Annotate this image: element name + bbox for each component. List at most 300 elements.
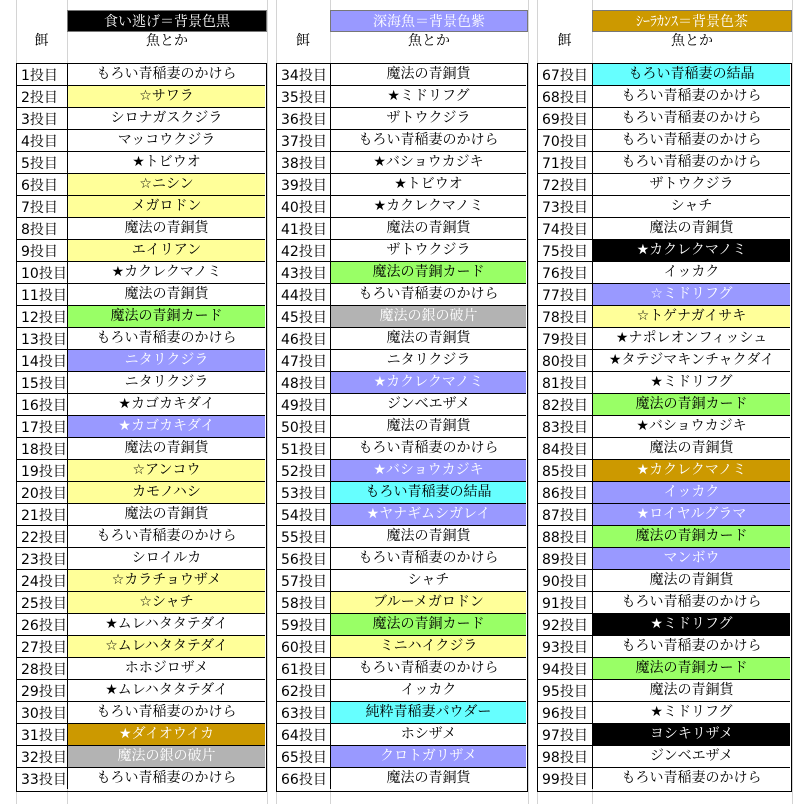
cast-number-cell: 15投目 xyxy=(21,376,67,392)
table-row xyxy=(277,592,526,614)
cast-number-cell: 48投目 xyxy=(281,376,327,392)
catch-cell: シロイルカ xyxy=(67,548,265,569)
table-row xyxy=(538,658,790,680)
table-row xyxy=(277,372,526,394)
cast-number-cell: 73投目 xyxy=(542,200,588,216)
cast-number-cell: 88投目 xyxy=(542,530,588,546)
cast-number-cell: 81投目 xyxy=(542,376,588,392)
table-row xyxy=(17,86,265,108)
table-row xyxy=(277,240,526,262)
cast-number-cell: 92投目 xyxy=(542,618,588,634)
table-row xyxy=(17,482,265,504)
table-row xyxy=(277,460,526,482)
cast-number-cell: 45投目 xyxy=(281,310,327,326)
header-bait: 餌 xyxy=(557,33,572,49)
cast-number-cell: 12投目 xyxy=(21,310,67,326)
catch-cell: ニタリクジラ xyxy=(330,350,526,371)
catch-cell: ブルーメガロドン xyxy=(330,592,526,613)
cast-number-cell: 29投目 xyxy=(21,684,67,700)
catch-cell: ☆ニシン xyxy=(67,174,265,195)
cast-number-cell: 36投目 xyxy=(281,112,327,128)
catch-cell: ★バショウカジキ xyxy=(330,460,526,481)
table-row xyxy=(538,460,790,482)
cast-number-cell: 77投目 xyxy=(542,288,588,304)
catch-cell: ★カクレクマノミ xyxy=(330,372,526,393)
table-row xyxy=(277,438,526,460)
table-row xyxy=(17,680,265,702)
cast-number-cell: 44投目 xyxy=(281,288,327,304)
table-row xyxy=(538,152,790,174)
catch-cell: もろい青稲妻のかけら xyxy=(592,152,790,173)
header-fish: 魚とか xyxy=(408,33,450,49)
cast-number-cell: 79投目 xyxy=(542,332,588,348)
catch-cell: ザトウクジラ xyxy=(592,174,790,195)
catch-cell: 魔法の青銅カード xyxy=(592,394,790,415)
cast-number-cell: 62投目 xyxy=(281,684,327,700)
cast-number-cell: 25投目 xyxy=(21,596,67,612)
cast-number-cell: 66投目 xyxy=(281,772,327,788)
cast-number-cell: 78投目 xyxy=(542,310,588,326)
grid-line xyxy=(792,0,793,804)
catch-cell: ☆カラチョウザメ xyxy=(67,570,265,591)
catch-cell: 魔法の青銅貨 xyxy=(330,218,526,239)
table-row xyxy=(277,64,526,86)
catch-cell: 純粋青稲妻パウダー xyxy=(330,702,526,723)
cast-number-cell: 64投目 xyxy=(281,728,327,744)
catch-cell: もろい青稲妻のかけら xyxy=(330,130,526,151)
cast-number-cell: 4投目 xyxy=(21,134,58,150)
cast-number-cell: 7投目 xyxy=(21,200,58,216)
catch-cell: ★カクレクマノミ xyxy=(330,196,526,217)
cast-number-cell: 46投目 xyxy=(281,332,327,348)
catch-cell: ザトウクジラ xyxy=(330,108,526,129)
table-row xyxy=(277,86,526,108)
catch-cell: ホホジロザメ xyxy=(67,658,265,679)
table-row xyxy=(538,416,790,438)
table-row xyxy=(277,548,526,570)
table-row xyxy=(277,724,526,746)
table-row xyxy=(277,262,526,284)
table-row xyxy=(277,108,526,130)
table-row xyxy=(17,570,265,592)
catch-cell: もろい青稲妻のかけら xyxy=(330,438,526,459)
cast-number-cell: 20投目 xyxy=(21,486,67,502)
table-row xyxy=(17,548,265,570)
table-row xyxy=(17,438,265,460)
table-row xyxy=(538,394,790,416)
catch-cell: ★ムレハタタテダイ xyxy=(67,680,265,701)
cast-number-cell: 96投目 xyxy=(542,706,588,722)
catch-cell: 魔法の青銅貨 xyxy=(330,64,526,85)
catch-cell: 魔法の銀の破片 xyxy=(67,746,265,767)
catch-cell: ★ナポレオンフィッシュ xyxy=(592,328,790,349)
table-row xyxy=(277,306,526,328)
catch-cell: クロトガリザメ xyxy=(330,746,526,767)
cast-number-cell: 5投目 xyxy=(21,156,58,172)
catch-cell: ヨシキリザメ xyxy=(592,724,790,745)
table-row xyxy=(17,504,265,526)
catch-cell: もろい青稲妻のかけら xyxy=(67,64,265,85)
cast-number-cell: 85投目 xyxy=(542,464,588,480)
table-row xyxy=(17,592,265,614)
table-row xyxy=(538,64,790,86)
catch-cell: ☆ムレハタタテダイ xyxy=(67,636,265,657)
catch-cell: ★ロイヤルグラマ xyxy=(592,504,790,525)
catch-cell: 魔法の青銅貨 xyxy=(67,438,265,459)
catch-cell: ★タテジマキンチャクダイ xyxy=(592,350,790,371)
cast-number-cell: 58投目 xyxy=(281,596,327,612)
cast-number-cell: 71投目 xyxy=(542,156,588,172)
cast-number-cell: 87投目 xyxy=(542,508,588,524)
catch-cell: 魔法の青銅カード xyxy=(67,306,265,327)
cast-number-cell: 74投目 xyxy=(542,222,588,238)
cast-number-cell: 98投目 xyxy=(542,750,588,766)
table-row xyxy=(538,108,790,130)
cast-number-cell: 31投目 xyxy=(21,728,67,744)
table-row xyxy=(17,108,265,130)
cast-number-cell: 6投目 xyxy=(21,178,58,194)
cast-number-cell: 55投目 xyxy=(281,530,327,546)
cast-number-cell: 19投目 xyxy=(21,464,67,480)
cast-number-cell: 72投目 xyxy=(542,178,588,194)
table-row xyxy=(17,768,265,790)
table-row xyxy=(277,416,526,438)
catch-cell: ★トビウオ xyxy=(330,174,526,195)
catch-cell: ミニハイクジラ xyxy=(330,636,526,657)
legend-coelacanth: ｼｰﾗｶﾝｽ＝背景色茶 xyxy=(592,10,792,32)
table-row xyxy=(538,196,790,218)
table-row xyxy=(17,394,265,416)
catch-cell: ジンベエザメ xyxy=(330,394,526,415)
catch-cell: ☆ミドリフグ xyxy=(592,284,790,305)
table-row xyxy=(17,372,265,394)
cast-number-cell: 90投目 xyxy=(542,574,588,590)
catch-cell: ザトウクジラ xyxy=(330,240,526,261)
catch-cell: イッカク xyxy=(330,680,526,701)
table-row xyxy=(17,416,265,438)
catch-cell: ホシザメ xyxy=(330,724,526,745)
catch-cell: シャチ xyxy=(330,570,526,591)
cast-number-cell: 2投目 xyxy=(21,90,58,106)
catch-cell: もろい青稲妻のかけら xyxy=(330,548,526,569)
cast-number-cell: 70投目 xyxy=(542,134,588,150)
table-row xyxy=(277,218,526,240)
cast-number-cell: 60投目 xyxy=(281,640,327,656)
cast-number-cell: 50投目 xyxy=(281,420,327,436)
cast-number-cell: 67投目 xyxy=(542,68,588,84)
catch-cell: 魔法の青銅カード xyxy=(592,526,790,547)
header-bait: 餌 xyxy=(34,33,49,49)
cast-number-cell: 76投目 xyxy=(542,266,588,282)
cast-number-cell: 39投目 xyxy=(281,178,327,194)
table-row xyxy=(17,658,265,680)
cast-number-cell: 8投目 xyxy=(21,222,58,238)
table-row xyxy=(17,240,265,262)
cast-number-cell: 9投目 xyxy=(21,244,58,260)
cast-number-cell: 30投目 xyxy=(21,706,67,722)
cast-number-cell: 43投目 xyxy=(281,266,327,282)
cast-number-cell: 18投目 xyxy=(21,442,67,458)
cast-number-cell: 34投目 xyxy=(281,68,327,84)
catch-cell: ☆トゲナガイサキ xyxy=(592,306,790,327)
table-row xyxy=(277,658,526,680)
catch-cell: もろい青稲妻のかけら xyxy=(592,108,790,129)
cast-number-cell: 65投目 xyxy=(281,750,327,766)
catch-cell: ★カクレクマノミ xyxy=(67,262,265,283)
cast-number-cell: 49投目 xyxy=(281,398,327,414)
table-row xyxy=(277,746,526,768)
catch-cell: ニタリクジラ xyxy=(67,350,265,371)
cast-number-cell: 42投目 xyxy=(281,244,327,260)
cast-number-cell: 95投目 xyxy=(542,684,588,700)
catch-cell: 魔法の青銅カード xyxy=(592,658,790,679)
table-row xyxy=(538,724,790,746)
cast-number-cell: 99投目 xyxy=(542,772,588,788)
catch-cell: もろい青稲妻のかけら xyxy=(67,328,265,349)
table-row xyxy=(277,174,526,196)
cast-number-cell: 11投目 xyxy=(21,288,67,304)
table-row xyxy=(17,460,265,482)
cast-number-cell: 80投目 xyxy=(542,354,588,370)
catch-cell: マンボウ xyxy=(592,548,790,569)
table-row xyxy=(538,482,790,504)
catch-cell: ★ダイオウイカ xyxy=(67,724,265,745)
catch-cell: ★カゴカキダイ xyxy=(67,416,265,437)
table-row xyxy=(17,218,265,240)
catch-cell: ☆シャチ xyxy=(67,592,265,613)
cast-number-cell: 82投目 xyxy=(542,398,588,414)
catch-cell: もろい青稲妻の結晶 xyxy=(330,482,526,503)
catch-cell: 魔法の青銅貨 xyxy=(330,768,526,789)
table-row xyxy=(538,130,790,152)
cast-number-cell: 3投目 xyxy=(21,112,58,128)
table-row xyxy=(277,680,526,702)
cast-number-cell: 27投目 xyxy=(21,640,67,656)
cast-number-cell: 86投目 xyxy=(542,486,588,502)
table-row xyxy=(277,504,526,526)
table-row xyxy=(277,196,526,218)
catch-cell: エイリアン xyxy=(67,240,265,261)
table-row xyxy=(17,526,265,548)
header-bait: 餌 xyxy=(296,33,310,49)
cast-number-cell: 56投目 xyxy=(281,552,327,568)
catch-cell: 魔法の青銅貨 xyxy=(592,680,790,701)
table-row xyxy=(277,152,526,174)
cast-number-cell: 47投目 xyxy=(281,354,327,370)
catch-cell: マッコウクジラ xyxy=(67,130,265,151)
catch-cell: ☆アンコウ xyxy=(67,460,265,481)
table-row xyxy=(17,262,265,284)
grid-line xyxy=(528,0,529,804)
table-row xyxy=(538,548,790,570)
table-row xyxy=(17,174,265,196)
catch-cell: 魔法の青銅貨 xyxy=(592,570,790,591)
catch-cell: もろい青稲妻のかけら xyxy=(67,768,265,789)
table-row xyxy=(538,262,790,284)
catch-cell: ★ヤナギムシガレイ xyxy=(330,504,526,525)
table-row xyxy=(17,64,265,86)
cast-number-cell: 57投目 xyxy=(281,574,327,590)
catch-cell: もろい青稲妻のかけら xyxy=(330,658,526,679)
table-row xyxy=(277,526,526,548)
catch-cell: もろい青稲妻のかけら xyxy=(67,702,265,723)
catch-cell: 魔法の青銅カード xyxy=(330,614,526,635)
table-row xyxy=(277,328,526,350)
cast-number-cell: 97投目 xyxy=(542,728,588,744)
table-row xyxy=(538,768,790,790)
legend-eat-and-run: 食い逃げ＝背景色黒 xyxy=(67,10,267,32)
cast-number-cell: 28投目 xyxy=(21,662,67,678)
catch-cell: シロナガスクジラ xyxy=(67,108,265,129)
cast-number-cell: 51投目 xyxy=(281,442,327,458)
catch-cell: 魔法の青銅貨 xyxy=(330,416,526,437)
cast-number-cell: 1投目 xyxy=(21,68,58,84)
catch-cell: もろい青稲妻のかけら xyxy=(67,526,265,547)
cast-number-cell: 68投目 xyxy=(542,90,588,106)
catch-cell: 魔法の青銅貨 xyxy=(592,218,790,239)
table-row xyxy=(538,328,790,350)
cast-number-cell: 38投目 xyxy=(281,156,327,172)
cast-number-cell: 41投目 xyxy=(281,222,327,238)
catch-cell: ★カゴカキダイ xyxy=(67,394,265,415)
catch-cell: ★ミドリフグ xyxy=(330,86,526,107)
catch-cell: 魔法の青銅貨 xyxy=(330,526,526,547)
cast-number-cell: 54投目 xyxy=(281,508,327,524)
catch-cell: ★トビウオ xyxy=(67,152,265,173)
catch-cell: 魔法の青銅貨 xyxy=(67,284,265,305)
table-row xyxy=(17,152,265,174)
catch-cell: イッカク xyxy=(592,482,790,503)
table-row xyxy=(17,746,265,768)
table-row xyxy=(538,350,790,372)
table-row xyxy=(538,218,790,240)
table-row xyxy=(277,636,526,658)
table-row xyxy=(538,372,790,394)
catch-cell: ★バショウカジキ xyxy=(330,152,526,173)
table-row xyxy=(538,746,790,768)
table-row xyxy=(277,284,526,306)
cast-number-cell: 52投目 xyxy=(281,464,327,480)
catch-cell: イッカク xyxy=(592,262,790,283)
catch-cell: ★ムレハタタテダイ xyxy=(67,614,265,635)
cast-number-cell: 94投目 xyxy=(542,662,588,678)
catch-cell: もろい青稲妻のかけら xyxy=(592,130,790,151)
cast-number-cell: 26投目 xyxy=(21,618,67,634)
table-row xyxy=(277,482,526,504)
cast-number-cell: 53投目 xyxy=(281,486,327,502)
catch-cell: ★カクレクマノミ xyxy=(592,460,790,481)
cast-number-cell: 93投目 xyxy=(542,640,588,656)
cast-table-2 xyxy=(276,63,528,792)
cast-number-cell: 10投目 xyxy=(21,266,67,282)
table-row xyxy=(538,614,790,636)
catch-cell: ★ミドリフグ xyxy=(592,372,790,393)
cast-table-1 xyxy=(16,63,267,792)
table-row xyxy=(538,504,790,526)
header-fish: 魚とか xyxy=(671,33,713,49)
cast-number-cell: 91投目 xyxy=(542,596,588,612)
cast-number-cell: 17投目 xyxy=(21,420,67,436)
table-row xyxy=(538,570,790,592)
table-row xyxy=(17,130,265,152)
table-row xyxy=(538,306,790,328)
cast-number-cell: 14投目 xyxy=(21,354,67,370)
table-row xyxy=(538,284,790,306)
table-row xyxy=(277,614,526,636)
catch-cell: 魔法の青銅カード xyxy=(330,262,526,283)
cast-table-3 xyxy=(537,63,792,792)
cast-number-cell: 13投目 xyxy=(21,332,67,348)
table-row xyxy=(277,702,526,724)
cast-number-cell: 84投目 xyxy=(542,442,588,458)
catch-cell: もろい青稲妻のかけら xyxy=(592,768,790,789)
catch-cell: ☆サワラ xyxy=(67,86,265,107)
catch-cell: もろい青稲妻のかけら xyxy=(330,284,526,305)
catch-cell: カモノハシ xyxy=(67,482,265,503)
catch-cell: 魔法の青銅貨 xyxy=(67,504,265,525)
cast-number-cell: 83投目 xyxy=(542,420,588,436)
cast-number-cell: 89投目 xyxy=(542,552,588,568)
table-row xyxy=(17,724,265,746)
cast-number-cell: 75投目 xyxy=(542,244,588,260)
cast-number-cell: 59投目 xyxy=(281,618,327,634)
cast-number-cell: 16投目 xyxy=(21,398,67,414)
catch-cell: シャチ xyxy=(592,196,790,217)
catch-cell: ジンベエザメ xyxy=(592,746,790,767)
catch-cell: ★ミドリフグ xyxy=(592,702,790,723)
catch-cell: もろい青稲妻のかけら xyxy=(592,592,790,613)
cast-number-cell: 35投目 xyxy=(281,90,327,106)
table-row xyxy=(277,768,526,790)
table-row xyxy=(17,614,265,636)
catch-cell: ★ミドリフグ xyxy=(592,614,790,635)
legend-deep-sea-fish: 深海魚＝背景色紫 xyxy=(330,10,528,32)
cast-number-cell: 40投目 xyxy=(281,200,327,216)
cast-number-cell: 21投目 xyxy=(21,508,67,524)
catch-cell: 魔法の銀の破片 xyxy=(330,306,526,327)
cast-number-cell: 22投目 xyxy=(21,530,67,546)
catch-cell: ニタリクジラ xyxy=(67,372,265,393)
cast-number-cell: 69投目 xyxy=(542,112,588,128)
catch-cell: 魔法の青銅貨 xyxy=(67,218,265,239)
table-row xyxy=(17,196,265,218)
table-row xyxy=(17,284,265,306)
catch-cell: 魔法の青銅貨 xyxy=(330,328,526,349)
cast-number-cell: 32投目 xyxy=(21,750,67,766)
cast-number-cell: 63投目 xyxy=(281,706,327,722)
table-row xyxy=(17,350,265,372)
table-row xyxy=(277,130,526,152)
catch-cell: メガロドン xyxy=(67,196,265,217)
table-row xyxy=(538,526,790,548)
table-row xyxy=(277,570,526,592)
cast-number-cell: 33投目 xyxy=(21,772,67,788)
cast-number-cell: 37投目 xyxy=(281,134,327,150)
catch-cell: もろい青稲妻のかけら xyxy=(592,636,790,657)
catch-cell: 魔法の青銅貨 xyxy=(592,438,790,459)
table-row xyxy=(538,438,790,460)
table-row xyxy=(17,636,265,658)
cast-number-cell: 61投目 xyxy=(281,662,327,678)
cast-number-cell: 24投目 xyxy=(21,574,67,590)
table-row xyxy=(538,240,790,262)
grid-line xyxy=(267,0,268,804)
table-row xyxy=(17,702,265,724)
table-row xyxy=(17,328,265,350)
header-fish: 魚とか xyxy=(146,33,188,49)
table-row xyxy=(538,680,790,702)
table-row xyxy=(277,394,526,416)
